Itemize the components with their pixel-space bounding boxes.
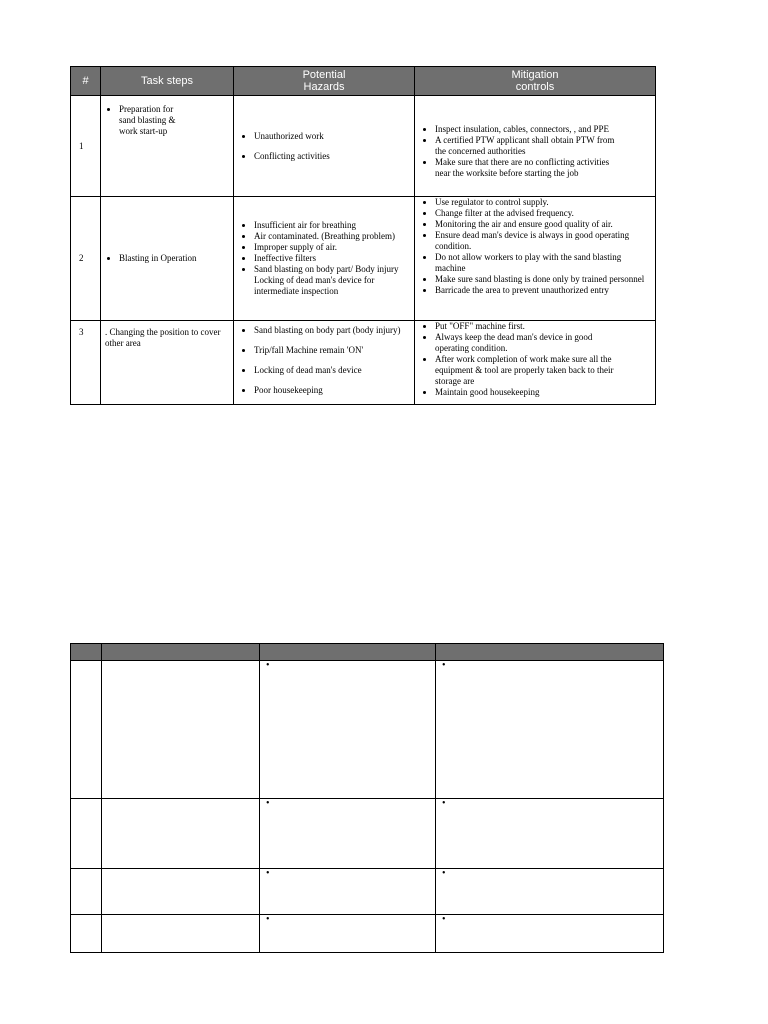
blank-table bbox=[70, 643, 664, 953]
empty-cell bbox=[102, 799, 260, 869]
row-number: 3 bbox=[71, 321, 101, 405]
empty-cell bbox=[71, 661, 102, 799]
hazard-item: • Poor housekeeping bbox=[254, 385, 414, 396]
control-item: • Monitoring the air and ensure good quality of air. bbox=[435, 219, 645, 230]
table-row bbox=[71, 915, 664, 953]
task-cell: . Changing the position to cover other area bbox=[101, 321, 234, 405]
bullet: • bbox=[266, 914, 270, 925]
task-cell bbox=[101, 96, 234, 197]
hazards-cell bbox=[234, 197, 415, 321]
bullet-cell bbox=[260, 869, 436, 915]
header-cell bbox=[436, 644, 664, 661]
header-task-steps: Task steps bbox=[101, 67, 234, 96]
hazard-item: • Unauthorized work bbox=[254, 131, 414, 142]
bullet-cell bbox=[436, 661, 664, 799]
bullet: • bbox=[442, 868, 446, 879]
header-row bbox=[71, 644, 664, 661]
bullet: • bbox=[266, 660, 270, 671]
bullet: • bbox=[442, 660, 446, 671]
hazards-cell bbox=[234, 321, 415, 405]
header-controls-line2: controls bbox=[515, 81, 555, 93]
header-hazards bbox=[234, 67, 415, 96]
row-number: 2 bbox=[71, 197, 101, 321]
header-hazards-line2: Hazards bbox=[303, 81, 345, 93]
table-row bbox=[71, 321, 656, 405]
hazard-table bbox=[70, 66, 656, 405]
control-item: • Always keep the dead man's device in good operating condition. bbox=[435, 332, 625, 354]
bullet: • bbox=[442, 914, 446, 925]
header-cell bbox=[71, 644, 102, 661]
table-row bbox=[71, 197, 656, 321]
controls-cell bbox=[415, 197, 656, 321]
header-controls-line1: Mitigation bbox=[511, 69, 559, 81]
bullet: • bbox=[266, 868, 270, 879]
empty-cell bbox=[102, 915, 260, 953]
hazard-item: • Sand blasting on body part (body injury) bbox=[254, 325, 414, 336]
control-item: • Use regulator to control supply. bbox=[435, 197, 645, 208]
control-item: • Change filter at the advised frequency. bbox=[435, 208, 645, 219]
hazard-item: • Insufficient air for breathing bbox=[254, 220, 414, 231]
control-item: • Maintain good housekeeping bbox=[435, 387, 625, 398]
bullet-cell bbox=[260, 915, 436, 953]
table-row bbox=[71, 96, 656, 197]
task-cell bbox=[101, 197, 234, 321]
control-item: • Barricade the area to prevent unauthorized entry bbox=[435, 285, 645, 296]
hazard-item: • Conflicting activities bbox=[254, 151, 414, 162]
hazard-item: • Improper supply of air. bbox=[254, 242, 414, 253]
hazard-item: • Ineffective filters bbox=[254, 253, 414, 264]
control-item: • Inspect insulation, cables, connectors, , and PPE bbox=[435, 124, 625, 135]
bullet-cell bbox=[260, 661, 436, 799]
controls-cell bbox=[415, 96, 656, 197]
control-item: • After work completion of work make sure all the equipment & tool are properly taken back to their storage are bbox=[435, 354, 625, 387]
empty-cell bbox=[71, 869, 102, 915]
bullet-cell bbox=[436, 869, 664, 915]
row-number: 1 bbox=[71, 96, 101, 197]
header-row bbox=[71, 67, 656, 96]
table-row bbox=[71, 869, 664, 915]
table-row bbox=[71, 799, 664, 869]
hazard-item: • Trip/fall Machine remain 'ON' bbox=[254, 345, 414, 356]
bullet: • bbox=[442, 798, 446, 809]
table-row bbox=[71, 661, 664, 799]
task-step: • Preparation for sand blasting & work start-up bbox=[119, 104, 191, 137]
hazard-item: • Sand blasting on body part/ Body injury Locking of dead man's device for intermediate inspection bbox=[254, 264, 414, 297]
bullet-cell bbox=[260, 799, 436, 869]
bullet-cell bbox=[436, 915, 664, 953]
hazards-cell bbox=[234, 96, 415, 197]
hazard-item: • Air contaminated. (Breathing problem) bbox=[254, 231, 414, 242]
header-controls bbox=[415, 67, 656, 96]
header-cell bbox=[260, 644, 436, 661]
empty-cell bbox=[102, 661, 260, 799]
control-item: • Ensure dead man's device is always in good operating condition. bbox=[435, 230, 645, 252]
header-hazards-line1: Potential bbox=[302, 69, 346, 81]
empty-cell bbox=[71, 799, 102, 869]
control-item: • Make sure sand blasting is done only by trained personnel bbox=[435, 274, 645, 285]
empty-cell bbox=[71, 915, 102, 953]
header-cell bbox=[102, 644, 260, 661]
empty-cell bbox=[102, 869, 260, 915]
control-item: • Put "OFF" machine first. bbox=[435, 321, 625, 332]
header-num: # bbox=[71, 67, 101, 96]
control-item: • Make sure that there are no conflicting activities near the worksite before starting the job bbox=[435, 157, 625, 179]
bullet-cell bbox=[436, 799, 664, 869]
control-item: • Do not allow workers to play with the sand blasting machine bbox=[435, 252, 645, 274]
hazard-item: • Locking of dead man's device bbox=[254, 365, 414, 376]
bullet: • bbox=[266, 798, 270, 809]
controls-cell bbox=[415, 321, 656, 405]
control-item: • A certified PTW applicant shall obtain PTW from the concerned authorities bbox=[435, 135, 625, 157]
task-step: • Blasting in Operation bbox=[119, 253, 233, 264]
